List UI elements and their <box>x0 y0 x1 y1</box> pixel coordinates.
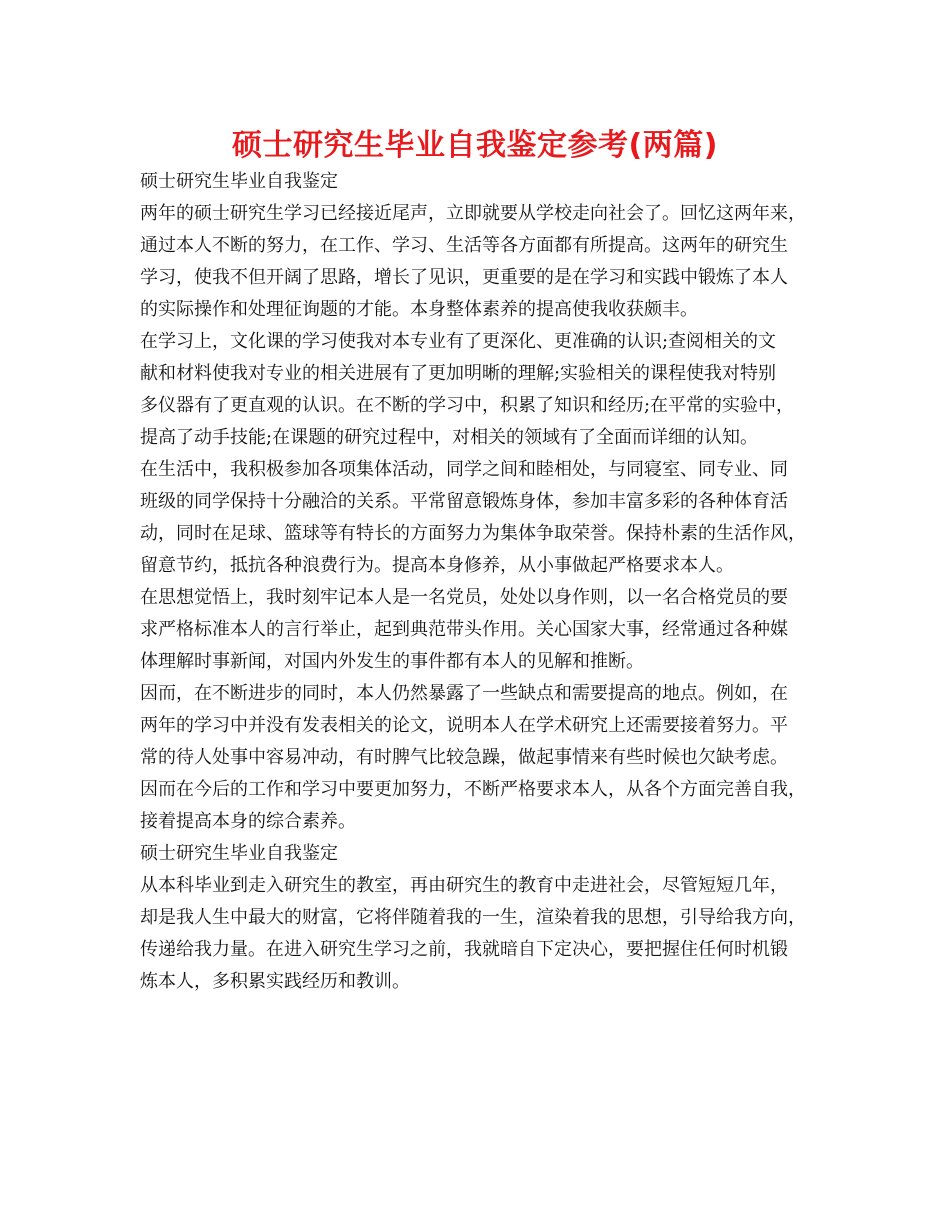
paragraph-line: 在生活中，我积极参加各项集体活动，同学之间和睦相处，与同寝室、同专业、同 <box>140 459 788 480</box>
paragraph-line: 班级的同学保持十分融洽的关系。平常留意锻炼身体，参加丰富多彩的各种体育活 <box>140 491 788 512</box>
paragraph-line: 在思想觉悟上，我时刻牢记本人是一名党员，处处以身作则，以一名合格党员的要 <box>140 587 788 608</box>
paragraph-line: 动，同时在足球、篮球等有特长的方面努力为集体争取荣誉。保持朴素的生活作风， <box>140 523 806 544</box>
paragraph-line: 通过本人不断的努力，在工作、学习、生活等各方面都有所提高。这两年的研究生 <box>140 235 788 256</box>
paragraph-line: 体理解时事新闻，对国内外发生的事件都有本人的见解和推断。 <box>140 651 644 672</box>
section-heading: 硕士研究生毕业自我鉴定 <box>140 171 338 192</box>
paragraph-line: 两年的学习中并没有发表相关的论文，说明本人在学术研究上还需要接着努力。平 <box>140 715 788 736</box>
paragraph-line: 学习，使我不但开阔了思路，增长了见识，更重要的是在学习和实践中锻炼了本人 <box>140 267 788 288</box>
paragraph-line: 却是我人生中最大的财富，它将伴随着我的一生，渲染着我的思想，引导给我方向， <box>140 907 806 928</box>
paragraph-line: 常的待人处事中容易冲动，有时脾气比较急躁，做起事情来有些时候也欠缺考虑。 <box>140 747 788 768</box>
paragraph-line: 在学习上，文化课的学习使我对本专业有了更深化、更准确的认识;查阅相关的文 <box>140 331 777 352</box>
section-heading: 硕士研究生毕业自我鉴定 <box>140 843 338 864</box>
paragraph-line: 提高了动手技能;在课题的研究过程中，对相关的领域有了全面而详细的认知。 <box>140 427 759 448</box>
paragraph-line: 因而，在不断进步的同时，本人仍然暴露了一些缺点和需要提高的地点。例如，在 <box>140 683 788 704</box>
paragraph-line: 献和材料使我对专业的相关进展有了更加明晰的理解;实验相关的课程使我对特别 <box>140 363 777 384</box>
paragraph-line: 传递给我力量。在进入研究生学习之前，我就暗自下定决心，要把握住任何时机锻 <box>140 939 788 960</box>
paragraph-line: 求严格标准本人的言行举止，起到典范带头作用。关心国家大事，经常通过各种媒 <box>140 619 788 640</box>
paragraph-line: 多仪器有了更直观的认识。在不断的学习中，积累了知识和经历;在平常的实验中， <box>140 395 795 416</box>
paragraph-line: 因而在今后的工作和学习中要更加努力，不断严格要求本人，从各个方面完善自我， <box>140 779 806 800</box>
document-body <box>140 166 820 998</box>
paragraph-line: 的实际操作和处理征询题的才能。本身整体素养的提高使我收获颇丰。 <box>140 299 698 320</box>
paragraph-line: 炼本人，多积累实践经历和教训。 <box>140 971 410 992</box>
paragraph-line: 留意节约，抵抗各种浪费行为。提高本身修养，从小事做起严格要求本人。 <box>140 555 734 576</box>
paragraph-line: 从本科毕业到走入研究生的教室，再由研究生的教育中走进社会，尽管短短几年， <box>140 875 788 896</box>
document-title: 硕士研究生毕业自我鉴定参考(两篇) <box>232 128 718 163</box>
paragraph-line: 两年的硕士研究生学习已经接近尾声，立即就要从学校走向社会了。回忆这两年来， <box>140 203 806 224</box>
paragraph-line: 接着提高本身的综合素养。 <box>140 811 356 832</box>
